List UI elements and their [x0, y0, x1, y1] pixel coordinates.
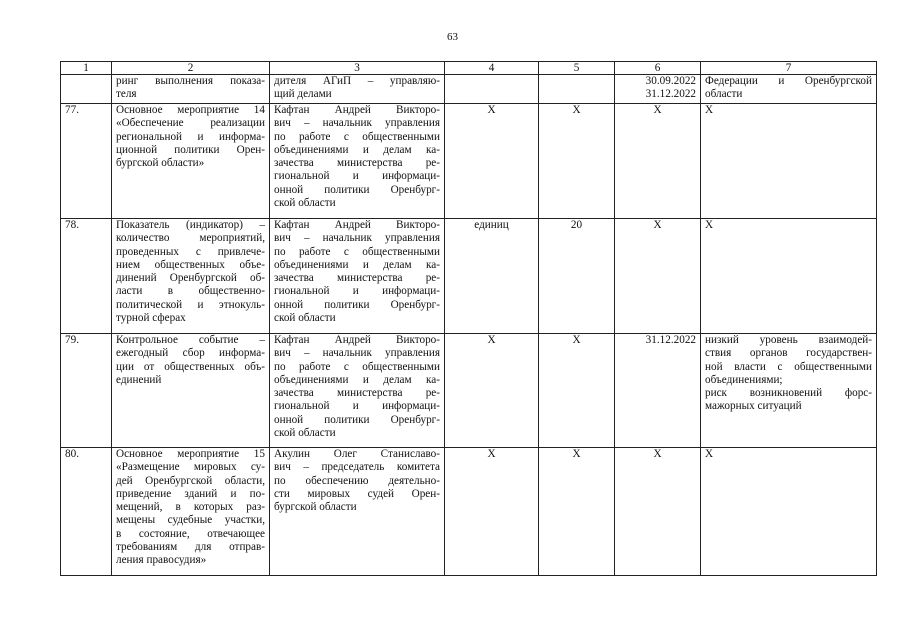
activity-name-line: ринг выполнения показа- — [116, 75, 265, 87]
risk-line: Федерации и Оренбургской — [705, 75, 872, 87]
deadline-cell — [615, 219, 701, 334]
table-row — [61, 334, 877, 448]
risk-cell — [701, 75, 877, 104]
activity-name-line: «Размещение мировых су- — [116, 461, 265, 474]
deadline-line: Х — [653, 448, 662, 460]
responsible-person-line: гиональной и информаци- — [274, 170, 440, 183]
activity-name-cell — [112, 75, 270, 104]
unit-cell — [445, 75, 539, 104]
plan-table — [60, 61, 877, 576]
activity-name-cell — [112, 448, 270, 576]
risk-line: Х — [705, 104, 714, 116]
deadline-line: Х — [653, 219, 662, 231]
responsible-person-line: Кафтан Андрей Викторо- — [274, 334, 440, 346]
responsible-person-line: по обеспечению деятельно- — [274, 474, 440, 487]
header-cell-2: 2 — [112, 62, 270, 75]
responsible-person-cell — [270, 334, 445, 448]
risk-line: объединениями; — [705, 373, 783, 386]
header-cell-3: 3 — [270, 62, 445, 75]
responsible-person-line: бургской области — [274, 501, 357, 514]
deadline-line: 31.12.2022 — [645, 334, 696, 346]
activity-name-line: приведение зданий и по- — [116, 487, 265, 500]
value-cell: Х — [539, 448, 615, 576]
responsible-person-line: Кафтан Андрей Викторо- — [274, 104, 440, 116]
responsible-person-line: объединениями и делам ка- — [274, 258, 440, 271]
activity-name-cell — [112, 334, 270, 448]
responsible-person-line: зачества министерства ре- — [274, 157, 440, 170]
row-number-cell: 79. — [61, 334, 112, 448]
value-cell — [539, 75, 615, 104]
risk-line: ной власти с общественными — [705, 360, 872, 373]
risk-cell — [701, 334, 877, 448]
activity-name-line: количество мероприятий, — [116, 232, 265, 245]
responsible-person-line: Кафтан Андрей Викторо- — [274, 219, 440, 231]
responsible-person-cell — [270, 448, 445, 576]
deadline-line: Х — [653, 104, 662, 116]
responsible-person-line: объединениями и делам ка- — [274, 373, 440, 386]
value-cell: 20 — [539, 219, 615, 334]
deadline-line: 30.09.2022 — [645, 75, 696, 87]
responsible-person-line: по работе с общественными — [274, 130, 440, 143]
responsible-person-line: вич – начальник управления — [274, 232, 440, 245]
deadline-line: 31.12.2022 — [645, 88, 696, 101]
deadline-cell — [615, 334, 701, 448]
header-cell-5: 5 — [539, 62, 615, 75]
responsible-person-cell — [270, 219, 445, 334]
value-cell: Х — [539, 334, 615, 448]
unit-cell: единиц — [445, 219, 539, 334]
row-number-cell: 80. — [61, 448, 112, 576]
responsible-person-cell — [270, 104, 445, 219]
risk-line: Х — [705, 219, 714, 231]
activity-name-line: бургской области» — [116, 157, 205, 170]
table-row — [61, 219, 877, 334]
activity-name-line: Контрольное событие – — [116, 334, 265, 346]
responsible-person-line: по работе с общественными — [274, 360, 440, 373]
activity-name-line: дей Оренбургской области, — [116, 474, 265, 487]
responsible-person-line: вич – председатель комитета — [274, 461, 440, 474]
activity-name-line: мещений, в которых раз- — [116, 501, 265, 514]
activity-name-line: политической и этнокуль- — [116, 298, 265, 311]
table-row — [61, 104, 877, 219]
activity-name-line: Основное мероприятие 15 — [116, 448, 265, 460]
responsible-person-line: дителя АГиП – управляю- — [274, 75, 440, 87]
table-row — [61, 448, 877, 576]
activity-name-line: в состояние, отвечающее — [116, 527, 265, 540]
responsible-person-line: гиональной и информаци- — [274, 400, 440, 413]
activity-name-line: ционной политики Орен- — [116, 143, 265, 156]
responsible-person-line: сти мировых судей Орен- — [274, 487, 440, 500]
activity-name-line: ласти в общественно- — [116, 285, 265, 298]
activity-name-line: мещены судебные участки, — [116, 514, 265, 527]
header-cell-6: 6 — [615, 62, 701, 75]
activity-name-line: Показатель (индикатор) – — [116, 219, 265, 231]
unit-cell: Х — [445, 334, 539, 448]
responsible-person-cell — [270, 75, 445, 104]
page-number: 63 — [447, 31, 458, 43]
risk-line: низкий уровень взаимодей- — [705, 334, 872, 346]
activity-name-line: «Обеспечение реализации — [116, 117, 265, 130]
risk-line: Х — [705, 448, 714, 460]
activity-name-cell — [112, 219, 270, 334]
unit-cell: Х — [445, 104, 539, 219]
risk-line: мажорных ситуаций — [705, 400, 802, 413]
risk-cell — [701, 104, 877, 219]
unit-cell: Х — [445, 448, 539, 576]
responsible-person-line: ской области — [274, 312, 336, 325]
header-row — [61, 62, 877, 75]
risk-line: риск возникновений форс- — [705, 387, 872, 400]
activity-name-line: нием общественных объе- — [116, 258, 265, 271]
activity-name-line: ции от общественных объ- — [116, 360, 265, 373]
row-number-cell: 77. — [61, 104, 112, 219]
responsible-person-line: ской области — [274, 427, 336, 440]
activity-name-line: ежегодный сбор информа- — [116, 347, 265, 360]
responsible-person-line: щий делами — [274, 88, 332, 101]
responsible-person-line: онной политики Оренбург- — [274, 183, 440, 196]
activity-name-line: единений — [116, 373, 162, 386]
responsible-person-line: онной политики Оренбург- — [274, 298, 440, 311]
responsible-person-line: вич – начальник управления — [274, 347, 440, 360]
risk-line: области — [705, 88, 743, 101]
header-cell-4: 4 — [445, 62, 539, 75]
activity-name-line: Основное мероприятие 14 — [116, 104, 265, 116]
responsible-person-line: вич – начальник управления — [274, 117, 440, 130]
risk-line: ствия органов государствен- — [705, 347, 872, 360]
responsible-person-line: зачества министерства ре- — [274, 387, 440, 400]
responsible-person-line: гиональной и информаци- — [274, 285, 440, 298]
activity-name-line: теля — [116, 88, 137, 101]
responsible-person-line: объединениями и делам ка- — [274, 143, 440, 156]
deadline-cell — [615, 448, 701, 576]
responsible-person-line: онной политики Оренбург- — [274, 413, 440, 426]
responsible-person-line: зачества министерства ре- — [274, 272, 440, 285]
deadline-cell — [615, 104, 701, 219]
activity-name-line: региональной и информа- — [116, 130, 265, 143]
header-cell-1: 1 — [61, 62, 112, 75]
responsible-person-line: Акулин Олег Станиславо- — [274, 448, 440, 460]
risk-cell — [701, 219, 877, 334]
header-cell-7: 7 — [701, 62, 877, 75]
risk-cell — [701, 448, 877, 576]
activity-name-line: проведенных с привлече- — [116, 245, 265, 258]
activity-name-cell — [112, 104, 270, 219]
activity-name-line: динений Оренбургской об- — [116, 272, 265, 285]
responsible-person-line: по работе с общественными — [274, 245, 440, 258]
responsible-person-line: ской области — [274, 197, 336, 210]
activity-name-line: требованиям для отправ- — [116, 541, 265, 554]
row-number-cell — [61, 75, 112, 104]
deadline-cell — [615, 75, 701, 104]
activity-name-line: турной сферах — [116, 312, 186, 325]
table-row — [61, 75, 877, 104]
value-cell: Х — [539, 104, 615, 219]
activity-name-line: ления правосудия» — [116, 554, 207, 567]
row-number-cell: 78. — [61, 219, 112, 334]
